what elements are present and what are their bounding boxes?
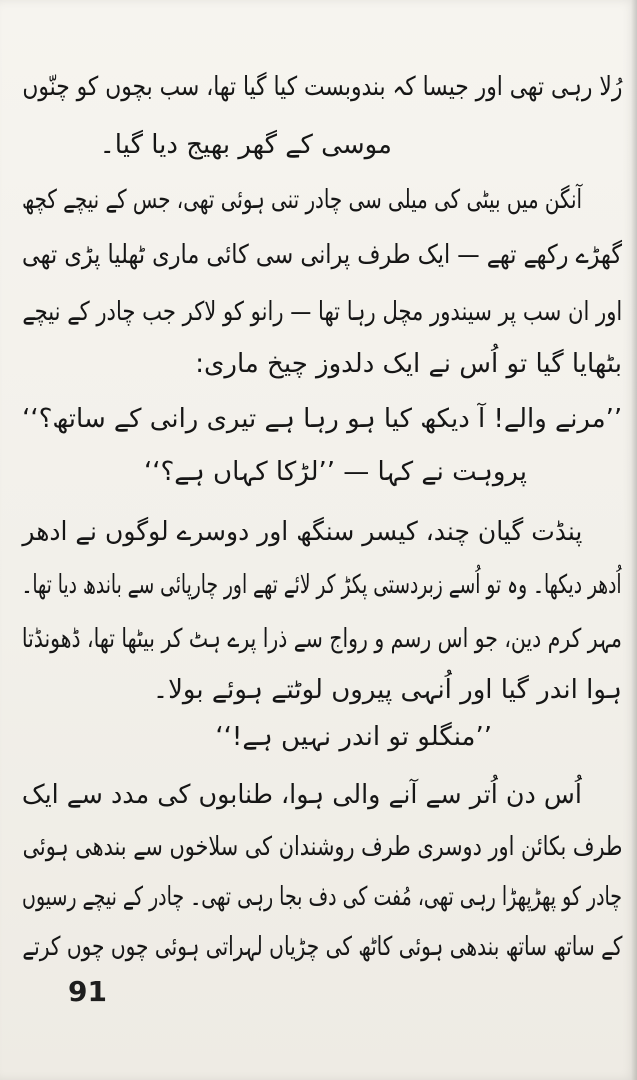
text-line: اور ان سب پر سیندور مچل رہا تھا — رانو کو لاکر جب چادر کے نیچے — [22, 297, 622, 327]
text-line: رُلا رہی تھی اور جیسا کہ بندوبست کیا گیا تھا، سب بچوں کو چنّوں — [22, 72, 622, 102]
text-line: اُس دن اُتر سے آنے والی ہوا، طنابوں کی مدد سے ایک — [21, 780, 582, 810]
text-line: چادر کو پھڑپھڑا رہی تھی، مُفت کی دف بجا رہی تھی۔ چادر کے نیچے رسیوں — [22, 882, 622, 912]
text-line: ’’مرنے والے! آ دیکھ کیا ہو رہا ہے تیری رانی کے ساتھ؟‘‘ — [22, 404, 622, 434]
text-line: موسی کے گھر بھیج دیا گیا۔ — [99, 130, 392, 160]
text-line: آنگن میں بیٹی کی میلی سی چادر تنی ہوئی تھی، جس کے نیچے کچھ — [22, 185, 582, 215]
page-edge-shadow — [631, 0, 637, 1080]
text-line: پنڈت گیان چند، کیسر سنگھ اور دوسرے لوگوں نے ادھر — [22, 517, 582, 547]
text-line: طرف بکائن اور دوسری طرف روشندان کی سلاخوں سے بندھی ہوئی — [22, 832, 622, 862]
text-line: کے ساتھ ساتھ بندھی ہوئی کاٹھ کی چڑیاں لہراتی ہوئی چوں چوں کرتے — [21, 932, 622, 962]
text-line: اُدھر دیکھا۔ وہ تو اُسے زبردستی پکڑ کر لائے تھے اور چارپائی سے باندھ دیا تھا۔ — [21, 570, 622, 600]
text-line: بٹھایا گیا تو اُس نے ایک دلدوز چیخ ماری: — [195, 349, 622, 379]
text-line: ہوا اندر گیا اور اُنہی پیروں لوٹتے ہوئے بولا۔ — [152, 675, 622, 705]
text-line: ’’منگلو تو اندر نہیں ہے!‘‘ — [215, 722, 492, 752]
text-line: گھڑے رکھے تھے — ایک طرف پرانی سی کائی ماری ٹھلیا پڑی تھی — [22, 240, 622, 270]
text-line: پروہت نے کہا — ’’لڑکا کہاں ہے؟‘‘ — [143, 457, 527, 487]
text-line: مہر کرم دین، جو اس رسم و رواج سے ذرا پرے ہٹ کر بیٹھا تھا، ڈھونڈتا — [21, 624, 622, 654]
page-number: 91 — [68, 975, 107, 1008]
